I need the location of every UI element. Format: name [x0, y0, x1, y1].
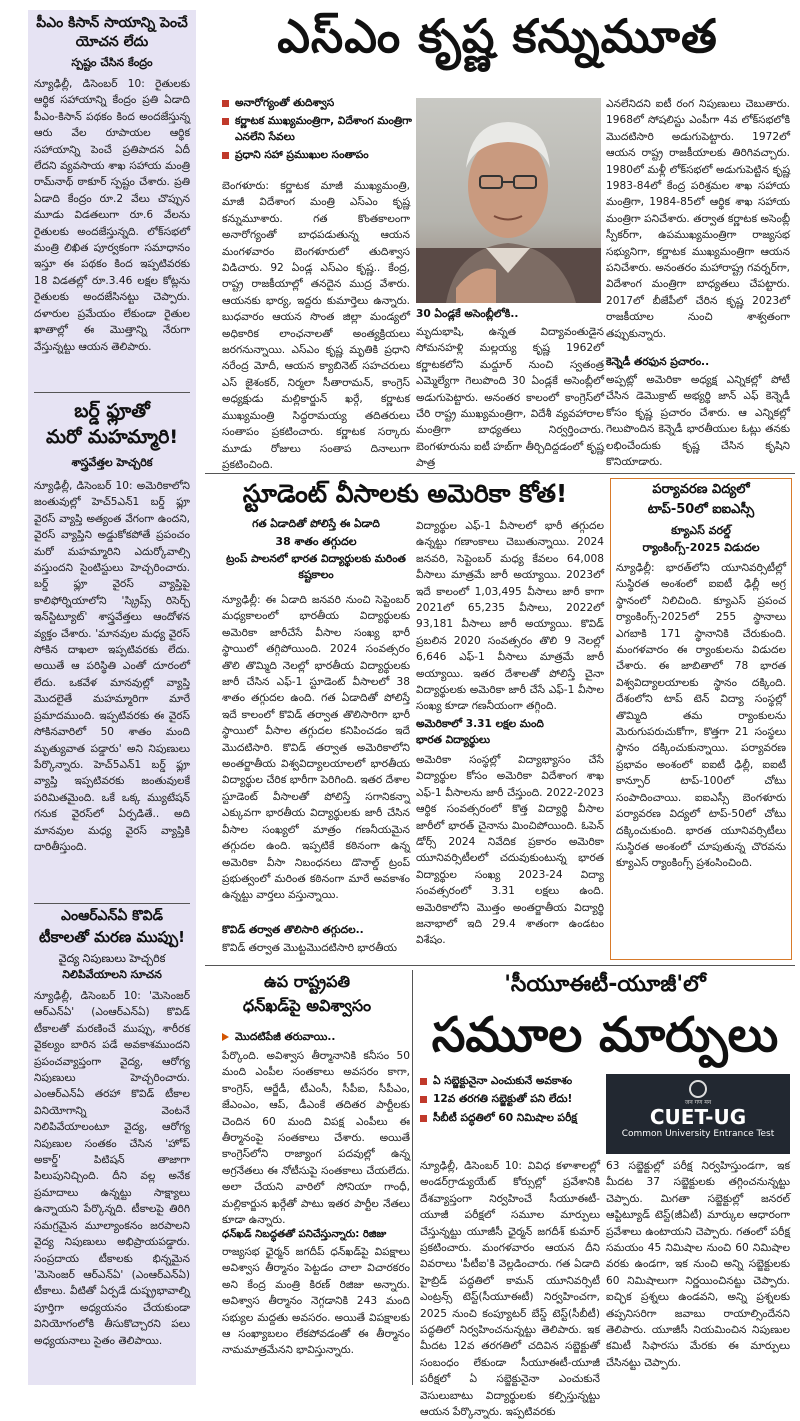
- cuet-body2: 63 సబ్జెక్టుల్లో పరీక్ష నిర్వహిస్తుండగా, ఇక మీదట 37 సబ్జెక్టులకు తగ్గించనున్నట్టు చెప్పారు. మిగతా సబ్జెక్టుల్లో జనరల్ ఆప్టిట్యూడ్ టెస్ట్(జీఏటీ) మార్కుల ఆధారంగా ప్రవేశాలు ఉంటాయని చెప్పారు. గతంలో పరీక్ష సమయం 45 నిమిషాల నుంచి 60 నిమిషాల వరకు ఉండగా, ఇక నుంచి అన్ని సబ్జెక్టులకు 60 నిమిషాలుగా నిర్ణయించినట్టు చెప్పారు. ఐచ్ఛిక ప్రశ్నలు ఉండవని, అన్ని ప్రశ్నలకు తప్పనిసరిగా జవాబు రాయాల్సిందేనని తెలిపారు. యూజీసీ నియమించిన నిపుణుల కమిటీ సిఫారసు మేరకు ఈ మార్పులు చేసినట్టు చెప్పారు.: [606, 1160, 790, 1369]
- iisc-sub1: క్యూఎస్ వరల్డ్: [671, 524, 731, 537]
- visa-body2b: అమెరికా సంస్థల్లో విద్యాభ్యాసం చేసే విద్యార్థుల కోసం అమెరికా విదేశాంగ శాఖ ఎఫ్-1 వీసాలను జారీ చేస్తుంది. 2022-2023 ఆర్థిక సంవత్సరంలో కొత్త విద్యార్థి వీసాల జారీలో భారత్ చైనాను మించిపోయింది. ఓపెన్ డోర్స్ 2024 నివేదిక ప్రకారం అమెరికా యూనివర్సిటీలలో చదువుకుంటున్న భారత విద్యార్థుల సంఖ్య 2023-24 విద్యా సంవత్సరంలో 3.31 లక్షలు ఉంది. అమెరికాలోని మొత్తం అంతర్జాతీయ విద్యార్థి జనాభాలో ఇది 29.4 శాతంగా ఉండటం విశేషం.: [416, 754, 604, 947]
- story3-subhead2: నిలిపివేయాలని సూచన: [62, 968, 162, 981]
- lead-body4: అప్పట్లో అమెరికా అధ్యక్ష ఎన్నికల్లో పోటీ చేసిన డెమొక్రాట్ అభ్యర్థి జాన్ ఎఫ్ కెన్నెడీ కోసం కృష్ణ ప్రచారం చేశారు. ఆ ఎన్నికల్లో గెలుపొందిన కెన్నెడీ భారతీయుల ఓట్లు తనకు లభించేందుకు కృష్ణ చేసిన కృషిని కొనియాడారు.: [606, 374, 790, 469]
- sm-krishna-photo: [416, 98, 601, 303]
- divider: [205, 473, 795, 474]
- emblem-icon: [689, 1080, 707, 1098]
- lead-body2: మృదుభాషి, ఉన్నత విద్యావంతుడైన సోమనహళ్లి మల్లయ్య కృష్ణ 1962లో కర్ణాటకలోని మద్దూర్ నుంచి స్వతంత్ర ఎమ్మెల్యేగా గెలుపొంది 30 ఏండ్లకే అసెంబ్లీలో అడుగుపెట్టారు. అనంతర కాలంలో కాంగ్రెస్‌లో చేరి రాష్ట్ర ముఖ్యమంత్రిగా, విదేశీ వ్యవహారాల మంత్రిగా బాధ్యతలు నిర్వర్తించారు. బెంగళూరును ఐటీ హబ్‌గా తీర్చిదిద్దడంలో కృష్ణ పాత్ర: [416, 326, 604, 470]
- story2-body: న్యూఢిల్లీ, డిసెంబర్ 10: అమెరికాలోని జంతువుల్లో హెచ్5ఎన్1 బర్డ్ ఫ్లూ వైరస్ వ్యాప్తి అత్యంత వేగంగా ఉందని, వైరస్ వ్యాప్తిని అడ్డుకోకపోతే ప్రపంచం మరో మహమ్మారిని ఎదుర్కోవాల్సి వస్తుందని సైంటిస్టులు హెచ్చరించారు. బర్డ్ ఫ్లూ వైరస్ వ్యాప్తిపై కాలిఫోర్నియాలోని 'స్క్రిప్స్ రిసెర్చ్ ఇన్‌స్టిట్యూట్' శాస్త్రవేత్తలు ఆందోళన వ్యక్తం చేశారు. 'మానవుల మధ్య వైరస్ సోకిన దాఖలా ఇప్పటివరకు లేదు. అయితే ఆ పరిస్థితి ఎంతో దూరంలో లేదు. ఒకవేళ మానవుల్లో వ్యాప్తి మొదలైతే మహమ్మారిగా మారే ప్రమాదముంది. ఇప్పటివరకు ఈ వైరస్ సోకినవారిలో 50 శాతం మంది మృత్యువాత పడ్డారు' అని నిపుణులు పేర్కొన్నారు. హెచ్5ఎన్1 బర్డ్ ఫ్లూ వ్యాప్తి ఇప్పటివరకు జంతువులకే పరిమితమైంది. ఒకే ఒక్క మ్యుటేషన్ గనుక వైరస్‌లో ఏర్పడితే.. అది మానవుల మధ్య వైరస్ వ్యాప్తికి దారితీస్తుంది.: [34, 480, 190, 853]
- iisc-headline-line1: పర్యావరణ విద్యలో: [652, 482, 750, 497]
- vp-bullet: మొదటిపేజీ తరువాయి..: [222, 1030, 410, 1045]
- cuet-logo-title: CUET-UG: [649, 1105, 747, 1129]
- divider: [412, 970, 413, 1385]
- visa-body1b: కొవిడ్ తర్వాత మొట్టమొదటిసారి భారతీయ: [222, 942, 397, 954]
- cuet-body1: న్యూఢిల్లీ, డిసెంబర్ 10: వివిధ కళాశాలల్లో అండర్‌గ్రాడ్యుయేట్ కోర్సుల్లో ప్రవేశానికి దేశవ్యాప్తంగా నిర్వహించే సీయూఈటీ-యూజీ పరీక్షలో సమూల మార్పులు చేస్తున్నట్టు యూజీసీ ఛైర్మన్ జగదీశ్ కుమార్ ప్రకటించారు. మంగళవారం ఆయన దీని వివరాలు 'పీటీఐ'కి వెల్లడించారు. గత ఏడాది హైబ్రిడ్ పద్ధతిలో కామన్ యూనివర్సిటీ ఎంట్రన్స్ టెస్ట్(సీయూఈటీ) నిర్వహించగా, 2025 నుంచి కంప్యూటర్ బేస్డ్ టెస్ట్(సీబీటీ) పద్ధతిలో నిర్వహించనున్నట్టు తెలిపారు. ఇక మీదట 12వ తరగతిలో చదివిన సబ్జెక్టుతో సంబంధం లేకుండా సీయూఈటీ-యూజీ పరీక్షలో ఏ సబ్జెక్టునైనా ఎంచుకునే వెసులుబాటు విద్యార్థులకు కల్పిస్తున్నట్టు ఆయన పేర్కొన్నారు. ఇప్పటివరకు: [420, 1160, 600, 1419]
- story3-headline-line1: ఎంఆర్ఎన్ఏ కొవిడ్: [61, 908, 163, 924]
- lead-bullet: అనారోగ్యంతో తుదిశ్వాస: [222, 96, 412, 111]
- lead-bullet: ప్రధాని సహా ప్రముఖుల సంతాపం: [222, 148, 412, 163]
- visa-sub2: 38 శాతం తగ్గుదల: [275, 535, 357, 548]
- lead-body1: బెంగళూరు: కర్ణాటక మాజీ ముఖ్యమంత్రి, మాజీ విదేశాంగ మంత్రి ఎస్ఎం కృష్ణ కన్నుమూశారు. గత కొంతకాలంగా అనారోగ్యంతో బాధపడుతున్న ఆయన మంగళవారం బెంగళూరులో తుదిశ్వాస విడిచారు. 92 ఏండ్ల ఎస్ఎం కృష్ణ.. కేంద్ర, రాష్ట్ర రాజకీయాల్లో తనదైన ముద్ర వేశారు. ఆయనకు భార్య, ఇద్దరు కుమార్తెలు ఉన్నారు. బుధవారం ఆయన సొంత జిల్లా మండ్యలో అధికారిక లాంఛనాలతో అంత్యక్రియలు జరగనున్నాయి. ఎస్ఎం కృష్ణ మృతికి ప్రధాని నరేంద్ర మోదీ, ఆయన క్యాబినెట్ సహచరులు ఎస్ జైశంకర్, నిర్మలా సీతారామన్, కాంగ్రెస్ అధ్యక్షుడు మల్లికార్జున్ ఖర్గే, కర్ణాటక ముఖ్యమంత్రి సిద్ధరామయ్య తదితరులు సంతాపం ప్రకటించారు. కర్ణాటక సర్కారు మూడు రోజులు సంతాప దినాలుగా ప్రకటించింది.: [222, 180, 410, 471]
- visa-body2-heading-line2: భారత విద్యార్థులు: [416, 734, 491, 746]
- cuet-logo-subtitle: Common University Entrance Test: [621, 1129, 775, 1139]
- story2-subhead: శాస్త్రవేత్తల హెచ్చరిక: [71, 456, 153, 469]
- visa-sub1: గత ఏడాదితో పోలిస్తే ఈ ఏడాది: [252, 518, 380, 530]
- cuet-bullet: 12వ తరగతి సబ్జెక్టుతో పని లేదు!: [420, 1092, 610, 1107]
- visa-body2: విద్యార్థుల ఎఫ్-1 వీసాలలో భారీ తగ్గుదల ఉన్నట్టు గణాంకాలు చెబుతున్నాయి. 2024 జనవరి, సెప్టెంబర్ మధ్య కేవలం 64,008 వీసాలు మాత్రమే జారీ అయ్యాయి. 2023లో ఇదే కాలంలో 1,03,495 వీసాలు జారీ కాగా 2021లో 65,235 వీసాలు, 2022లో 93,181 వీసాలు జారీ అయ్యాయి. కొవిడ్ ప్రబలిన 2020 సంవత్సరం తొలి 9 నెలల్లో 6,646 ఎఫ్-1 వీసాలు మాత్రమే జారీ అయ్యాయి. ఇతర దేశాలతో పోలిస్తే చైనా విద్యార్థులకు అమెరికా జారీ చేసే ఎఫ్-1 వీసాల సంఖ్య కూడా గణనీయంగా తగ్గింది.: [416, 520, 604, 713]
- visa-body2-heading-line1: అమెరికాలో 3.31 లక్షల మంది: [416, 718, 544, 730]
- lead-bullets: [222, 96, 412, 166]
- story2-headline-line2: మరో మహమ్మారి!: [45, 426, 179, 448]
- iisc-sub2: ర్యాంకింగ్స్-2025 విడుదల: [642, 541, 760, 554]
- story3-subhead1: వైద్య నిపుణులు హెచ్చరిక: [58, 952, 166, 965]
- lead-bullet: కర్ణాటక ముఖ్యమంత్రిగా, విదేశాంగ మంత్రిగా ఎనలేని సేవలు: [222, 114, 412, 145]
- portrait-illustration: [416, 98, 601, 303]
- story1-body: న్యూఢిల్లీ, డిసెంబర్ 10: రైతులకు ఆర్థిక సహాయాన్ని కేంద్రం ప్రతి ఏడాది పీఎం-కిసాన్ పథకం కింద అందజేస్తున్న ఆరు వేల రూపాయల ఆర్థిక సహాయాన్ని పెంచే ప్రతిపాదన ఏదీ లేదని వ్యవసాయ శాఖ సహాయ మంత్రి రామ్‌నాథ్ ఠాకూర్ స్పష్టం చేశారు. ప్రతి ఏడాది కేంద్రం రూ.2 వేలు చొప్పున మూడు విడతలుగా రూ.6 వేలను రైతులకు అందజేస్తున్నది. లోక్‌సభలో మంత్రి లిఖిత పూర్వకంగా సమాధానం ఇస్తూ ఈ పథకం కింద ఇప్పటివరకు 18 విడతల్లో రూ.3.46 లక్షల కోట్లను రైతులకు అందజేసినట్టు చెప్పారు. దళారుల ప్రమేయం లేకుండా రైతుల ఖాతాల్లో ఈ మొత్తాన్ని నేరుగా వేస్తున్నట్టు ఆయన తెలిపారు.: [34, 78, 190, 353]
- cuet-bullet: సీబీటీ పద్ధతిలో 60 నిమిషాల పరీక్ష: [420, 1111, 610, 1126]
- cuet-kicker: 'సీయూఈటీ-యూజీ'లో: [504, 972, 706, 997]
- visa-body1: న్యూఢిల్లీ: ఈ ఏడాది జనవరి నుంచి సెప్టెంబర్ మధ్యకాలంలో భారతీయ విద్యార్థులకు అమెరికా జారీచేసే వీసాల సంఖ్య భారీ స్థాయిలో తగ్గిపోయింది. 2024 సంవత్సరం తొలి తొమ్మిది నెలల్లో భారతీయ విద్యార్థులకు జారీ చేసిన ఎఫ్-1 స్టూడెంట్ వీసాలలో 38 శాతం తగ్గుదల ఉంది. గత ఏడాదితో పోలిస్తే ఇదే కాలంలో కొవిడ్ తర్వాత తొలిసారిగా భారీ స్థాయిలో వీసాల తగ్గుదల కనిపించడం ఇదే మొదటిసారి. కొవిడ్ తర్వాత అమెరికాలోని అంతర్జాతీయ విశ్వవిద్యాలయాలలో భారతీయ విద్యార్థుల చేరిక భారీగా పెరిగింది. ఇతర దేశాల స్టూడెంట్ వీసాలతో పోలిస్తే సగానికన్నా ఎక్కువగా భారతీయ విద్యార్థులకు జారీ చేసిన వీసాల సంఖ్యలో మాత్రం గణనీయమైన తగ్గుదల ఉంది. ఇప్పటికే కఠినంగా ఉన్న అమెరికా వీసా నిబంధనలు డొనాల్డ్ ట్రంప్ ప్రభుత్వంలో మరింత కఠినంగా మారే అవకాశం ఉన్నట్టు వార్తలు వస్తున్నాయి.: [222, 594, 410, 902]
- vp-body-heading: ధన్‌ఖడ్ నిబద్ధతతో పనిచేస్తున్నారు: రిజిజు: [222, 1229, 387, 1240]
- vp-headline-line1: ఉప రాష్ట్రపతి: [264, 972, 350, 991]
- story1-subhead: స్పష్టం చేసిన కేంద్రం: [71, 56, 153, 69]
- visa-body1-heading: కొవిడ్ తర్వాత తొలిసారి తగ్గుదల..: [222, 924, 364, 936]
- lead-body3: ఎనలేనిదని ఐటీ రంగ నిపుణులు చెబుతారు. 1968లో సోషలిస్టు ఎంపీగా 4వ లోక్‌సభలోకి మొదటిసారి అడుగుపెట్టారు. 1972లో ఆయన రాష్ట్ర రాజకీయాలకు తిరిగివచ్చారు. 1980లో మళ్లీ లోక్‌సభలో అడుగుపెట్టిన కృష్ణ 1983-84లో కేంద్ర పరిశ్రమల శాఖ సహాయ మంత్రిగా, 1984-85లో ఆర్థిక శాఖ సహాయ మంత్రిగా పనిచేశారు. తర్వాత కర్ణాటక అసెంబ్లీ స్పీకర్‌గా, ఉపముఖ్యమంత్రిగా రాజ్యసభ సభ్యునిగా, కర్ణాటక ముఖ్యమంత్రిగా ఆయన పనిచేశారు. అనంతరం మహారాష్ట్ర గవర్నర్‌గా, విదేశాంగ మంత్రిగా బాధ్యతలు చేపట్టారు. 2017లో బీజేపీలో చేరిన కృష్ణ 2023లో రాజకీయాల నుంచి శాశ్వతంగా తప్పుకున్నారు.: [606, 98, 790, 340]
- cuet-logo-tagline: जन गण मन: [684, 1099, 712, 1106]
- cuet-bullets: [420, 1074, 610, 1129]
- lead-body2-heading: 30 ఏండ్లకే అసెంబ్లీలోకి..: [416, 308, 519, 320]
- vp-headline-line2: ధన్‌ఖడ్‌పై అవిశ్వాసం: [242, 996, 372, 1015]
- divider: [34, 903, 190, 904]
- divider: [205, 965, 795, 966]
- lead-headline: ఎస్ఎం కృష్ణ కన్నుమూత: [277, 9, 718, 63]
- iisc-body: న్యూఢిల్లీ: భారత్‌లోని యూనివర్సిటీల్లో సుస్థిరత అంశంలో ఐఐటీ ఢిల్లీ అగ్ర స్థానంలో నిలిచింది. క్యూఎస్ ప్రపంచ ర్యాంకింగ్స్-2025లో 255 స్థానాలు ఎగబాకి 171 స్థానానికి చేరుకుంది. మంగళవారం ఈ ర్యాంకులను విడుదల చేశారు. ఈ జాబితాలో 78 భారత విశ్వవిద్యాలయాలకు స్థానం దక్కింది. దేశంలోని టాప్ టెన్ విద్యా సంస్థల్లో తొమ్మిది తమ ర్యాంకులను మెరుగుపరుచుకోగా, కొత్తగా 21 సంస్థలు స్థానం దక్కించుకున్నాయి. పర్యావరణ ప్రభావం అంశంలో ఐఐటీ ఢిల్లీ, ఐఐటీ కాన్పూర్ టాప్-100లో చోటు సంపాదించాయి. ఐఐఎస్సీ బెంగళూరు పర్యావరణ విద్యలో టాప్-50లో చోటు దక్కించుకుంది. భారత యూనివర్సిటీలు సుస్థిరత అంశంలో చూపుతున్న చొరవను క్యూఎస్ ర్యాంకింగ్స్ ప్రశంసించింది.: [616, 562, 786, 870]
- vp-body2: రాజ్యసభ ఛైర్మన్ జగదీప్ ధన్‌ఖడ్‌పై విపక్షాలు అవిశ్వాస తీర్మానం పెట్టడం చాలా విచారకరం అని కేంద్ర మంత్రి కిరణ్ రిజిజు అన్నారు. అవిశ్వాస తీర్మానం నెగ్గడానికి 243 మంది సభ్యుల మద్దతు అవసరం. అయితే విపక్షాలకు ఆ సంఖ్యాబలం లేకపోవడంతో ఈ తీర్మానం నామమాత్రమేనని భావిస్తున్నారు.: [222, 1246, 410, 1357]
- visa-sub3: ట్రంప్ పాలనలో భారత విద్యార్థులకు మరింత కష్టకాలం: [226, 553, 406, 581]
- vp-bullets: [222, 1030, 410, 1048]
- story2-headline-line1: బర్డ్ ఫ్లూతో: [74, 400, 150, 422]
- lead-body4-heading: కెన్నెడీ తరఫున ప్రచారం..: [606, 356, 710, 368]
- story3-headline-line2: టీకాలతో మరణ ముప్పు!: [39, 928, 185, 946]
- cuet-logo: [606, 1074, 790, 1154]
- vp-body: పేర్కొంది. అవిశ్వాస తీర్మానానికి కనీసం 50 మంది ఎంపీల సంతకాలు అవసరం కాగా, కాంగ్రెస్, ఆర్జేడీ, టీఎంసీ, సీపీఐ, సీపీఎం, జేఎంఎం, ఆప్, డీఎంకే తదితర పార్టీలకు చెందిన 60 మంది విపక్ష ఎంపీలు ఈ తీర్మానంపై సంతకాలు చేశారు. అయితే కాంగ్రెస్‌లోని రాజ్యాంగ పదవుల్లో ఉన్న అగ్రనేతలు ఈ నోటీసుపై సంతకాలు చేయలేదు. అలా చేయని వారిలో సోనియా గాంధీ, మల్లికార్జున ఖర్గేతో పాటు ఇతర పార్టీల నేతలు కూడా ఉన్నారు.: [222, 1050, 410, 1227]
- iisc-headline-line2: టాప్-50లో ఐఐఎస్సీ: [647, 502, 755, 517]
- divider: [34, 392, 190, 393]
- story3-body: న్యూఢిల్లీ, డిసెంబర్ 10: 'మెసెంజర్ ఆర్ఎన్ఏ' (ఎంఆర్ఎన్ఏ) కొవిడ్ టీకాలతో మరణించే ముప్పు, శారీరక వైకల్యం బారిన పడే అవకాశముందని ప్రపంచవ్యాప్తంగా వైద్య, ఆరోగ్య నిపుణులు హెచ్చరించారు. ఎంఆర్ఎన్ఏ తరహా కొవిడ్ టీకాల వినియోగాన్ని వెంటనే నిలిపివేయాలంటూ వైద్య, ఆరోగ్య నిపుణుల సంతకం చేసిన 'హోప్ అకార్డ్' పిటిషన్ తాజాగా పిలుపునిచ్చింది. దీని వల్ల అనేక ప్రమాదాలు ఉన్నట్టు సాక్ష్యాలు ఉన్నాయని పేర్కొన్నది. టీకాలపై తిరిగి సమగ్రమైన మూల్యాంకనం జరపాలని వైద్య నిపుణులు అభిప్రాయపడ్డారు. సంప్రదాయ టీకాలకు భిన్నమైన 'మెసెంజర్ ఆర్ఎన్ఏ' (ఎంఆర్ఎన్ఏ) టీకాలు. వీటితో ఏర్పడే దుష్ప్రభావాల్ని పూర్తిగా అధ్యయనం చేయకుండా వినియోగంలోకి తీసుకొచ్చారని పలు అధ్యయనాలు సైతం తెలిపాయి.: [34, 990, 190, 1347]
- cuet-bullet: ఏ సబ్జెక్టునైనా ఎంచుకునే అవకాశం: [420, 1074, 610, 1089]
- story1-headline: పీఎం కిసాన్ సాయాన్ని పెంచే యోచన లేదు: [36, 15, 188, 50]
- cuet-headline: సమూల మార్పులు: [431, 1007, 779, 1063]
- visa-headline: స్టూడెంట్ వీసాలకు అమెరికా కోత!: [242, 479, 568, 508]
